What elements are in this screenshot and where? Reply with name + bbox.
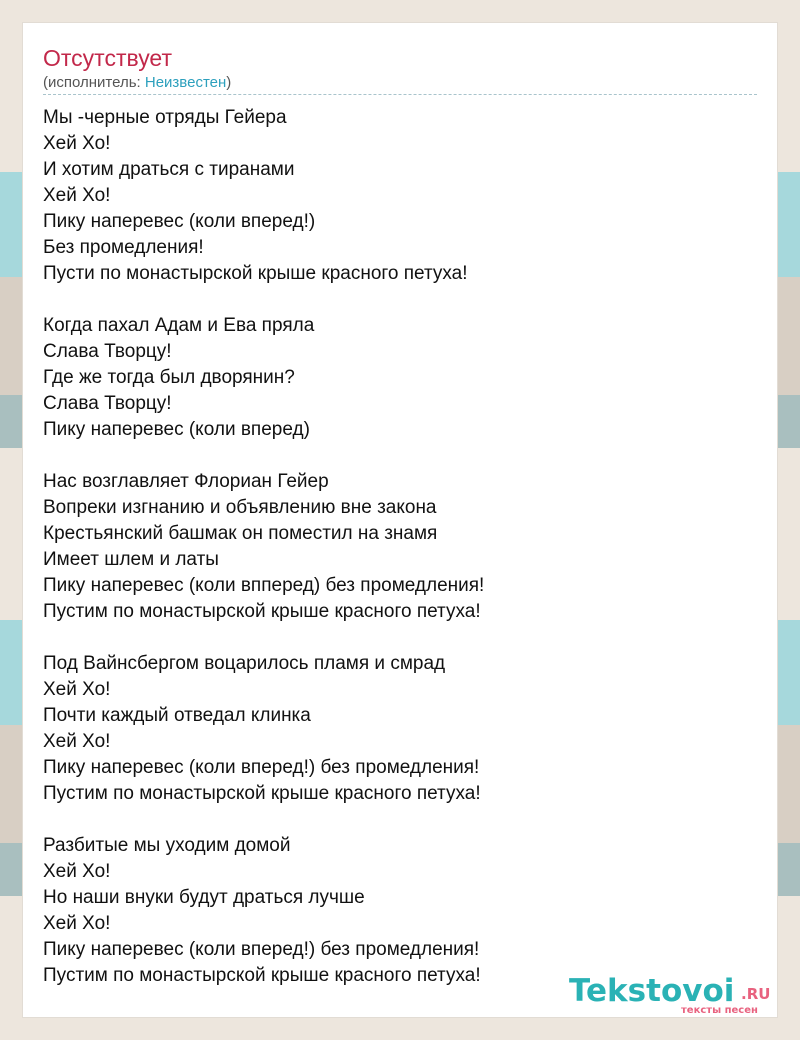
lyrics-stanza: [43, 105, 759, 287]
lyrics-stanza: [43, 833, 759, 989]
lyrics-stanza: [43, 313, 759, 443]
performer-link[interactable]: Неизвестен: [144, 74, 227, 91]
lyrics-line: И хотим драться с тиранами: [43, 159, 295, 180]
lyrics-line: Пустим по монастырской крыше красного петуха!: [43, 783, 481, 804]
lyrics-line: Хей Хо!: [43, 731, 111, 752]
lyrics-line: Когда пахал Адам и Ева пряла: [43, 315, 315, 336]
logo-tagline: тексты песен: [681, 1005, 758, 1016]
lyrics-stanza: [43, 651, 759, 807]
lyrics-line: Пику наперевес (коли впперед) без промедления!: [43, 575, 485, 596]
lyrics-line: Нас возглавляет Флориан Гейер: [43, 471, 329, 492]
lyrics-line: Пику наперевес (коли вперед!) без промедления!: [43, 757, 480, 778]
lyrics-line: Хей Хо!: [43, 133, 111, 154]
lyrics-line: Без промедления!: [43, 237, 204, 258]
lyrics-line: Пику наперевес (коли вперед!) без промедления!: [43, 939, 480, 960]
lyrics-line: Имеет шлем и латы: [43, 549, 219, 570]
lyrics-line: Хей Хо!: [43, 861, 111, 882]
header-divider: [43, 94, 757, 95]
lyrics-card: [22, 22, 778, 1018]
lyrics-line: Вопреки изгнанию и объявлению вне закона: [43, 497, 437, 518]
lyrics-line: Слава Творцу!: [43, 393, 172, 414]
lyrics-line: Пику наперевес (коли вперед): [43, 419, 310, 440]
performer-suffix: ): [226, 74, 232, 91]
site-logo[interactable]: [569, 973, 779, 1021]
lyrics-line: Крестьянский башмак он поместил на знамя: [43, 523, 438, 544]
lyrics-line: Хей Хо!: [43, 679, 111, 700]
lyrics-line: Слава Творцу!: [43, 341, 172, 362]
lyrics-line: Но наши внуки будут драться лучше: [43, 887, 365, 908]
lyrics-line: Разбитые мы уходим домой: [43, 835, 291, 856]
lyrics-line: Пусти по монастырской крыше красного петуха!: [43, 263, 468, 284]
song-title: Отсутствует: [43, 45, 172, 71]
lyrics-line: Пустим по монастырской крыше красного петуха!: [43, 601, 481, 622]
lyrics-line: Хей Хо!: [43, 913, 111, 934]
lyrics-line: Пустим по монастырской крыше красного петуха!: [43, 965, 481, 986]
lyrics-text: [43, 105, 759, 989]
lyrics-stanza: [43, 469, 759, 625]
lyrics-line: Где же тогда был дворянин?: [43, 367, 295, 388]
performer-line: [43, 73, 231, 93]
performer-prefix: (исполнитель:: [43, 74, 145, 91]
lyrics-line: Хей Хо!: [43, 185, 111, 206]
logo-domain: .RU: [741, 985, 771, 1003]
logo-wordmark: Tekstovoi: [569, 973, 735, 1009]
lyrics-line: Пику наперевес (коли вперед!): [43, 211, 316, 232]
lyrics-line: Под Вайнсбергом воцарилось пламя и смрад: [43, 653, 446, 674]
lyrics-line: Почти каждый отведал клинка: [43, 705, 311, 726]
lyrics-line: Мы -черные отряды Гейера: [43, 107, 287, 128]
